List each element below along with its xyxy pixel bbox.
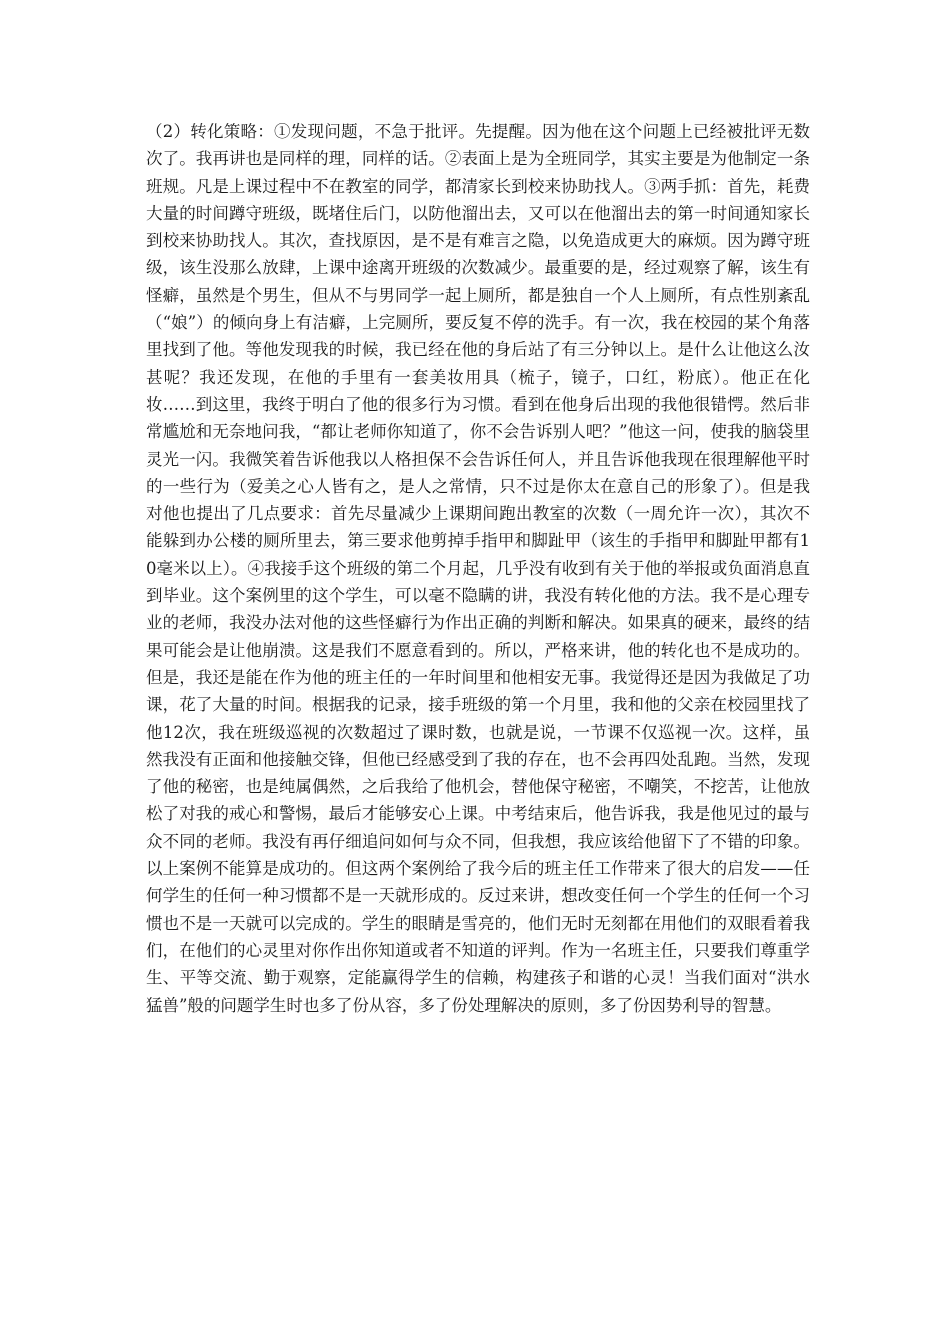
body-paragraph: （2）转化策略：①发现问题，不急于批评。先提醒。因为他在这个问题上已经被批评无数次了。我再讲也是同样的理，同样的话。②表面上是为全班同学，其实主要是为他制定一条班规。凡是上课过程中不在教室的同学，都清家长到校来协助找人。③两手抓：首先，耗费大量的时间蹲守班级，既堵住后门，以防他溜出去，又可以在他溜出去的第一时间通知家长到校来协助找人。其次，查找原因，是不是有难言之隐，以免造成更大的麻烦。因为蹲守班级，该生没那么放肆，上课中途离开班级的次数减少。最重要的是，经过观察了解，该生有怪癖，虽然是个男生，但从不与男同学一起上厕所，都是独自一个人上厕所，有点性别紊乱（“娘”）的倾向身上有洁癖，上完厕所，要反复不停的洗手。有一次，我在校园的某个角落里找到了他。等他发现我的时候，我已经在他的身后站了有三分钟以上。是什么让他这么汝甚呢？我还发现，在他的手里有一套美妆用具（梳子，镜子，口红，粉底）。他正在化妆……到这里，我终于明白了他的很多行为习惯。看到在他身后出现的我他很错愕。然后非常尴尬和无奈地问我，“都让老师你知道了，你不会告诉别人吧？”他这一问，使我的脑袋里灵光一闪。我微笑着告诉他我以人格担保不会告诉任何人，并且告诉他我现在很理解他平时的一些行为（爱美之心人皆有之，是人之常情，只不过是你太在意自己的形象了）。但是我对他也提出了几点要求：首先尽量减少上课期间跑出教室的次数（一周允许一次），其次不能躲到办公楼的厕所里去，第三要求他剪掉手指甲和脚趾甲（该生的手指甲和脚趾甲都有10毫米以上）。④我接手这个班级的第二个月起，几乎没有收到有关于他的举报或负面消息直到毕业。这个案例里的这个学生，可以毫不隐瞒的讲，我没有转化他的方法。我不是心理专业的老师，我没办法对他的这些怪癖行为作出正确的判断和解决。如果真的硬来，最终的结果可能会是让他崩溃。这是我们不愿意看到的。所以，严格来讲，他的转化也不是成功的。但是，我还是能在作为他的班主任的一年时间里和他相安无事。我觉得还是因为我做足了功课，花了大量的时间。根据我的记录，接手班级的第一个月里，我和他的父亲在校园里找了他12次，我在班级巡视的次数超过了课时数，也就是说，一节课不仅巡视一次。这样，虽然我没有正面和他接触交锋，但他已经感受到了我的存在，也不会再四处乱跑。当然，发现了他的秘密，也是纯属偶然，之后我给了他机会，替他保守秘密，不嘲笑，不挖苦，让他放松了对我的戒心和警惕，最后才能够安心上课。中考结束后，他告诉我，我是他见过的最与众不同的老师。我没有再仔细追问如何与众不同，但我想，我应该给他留下了不错的印象。以上案例不能算是成功的。但这两个案例给了我今后的班主任工作带来了很大的启发——任何学生的任何一种习惯都不是一天就形成的。反过来讲，想改变任何一个学生的任何一个习惯也不是一天就可以完成的。学生的眼睛是雪亮的，他们无时无刻都在用他们的双眼看着我们，在他们的心灵里对你作出你知道或者不知道的评判。作为一名班主任，只要我们尊重学生、平等交流、勤于观察，定能赢得学生的信赖，构建孩子和谐的心灵！当我们面对“洪水猛兽”般的问题学生时也多了份从容，多了份处理解决的原则，多了份因势利导的智慧。 (146, 122, 810, 1015)
